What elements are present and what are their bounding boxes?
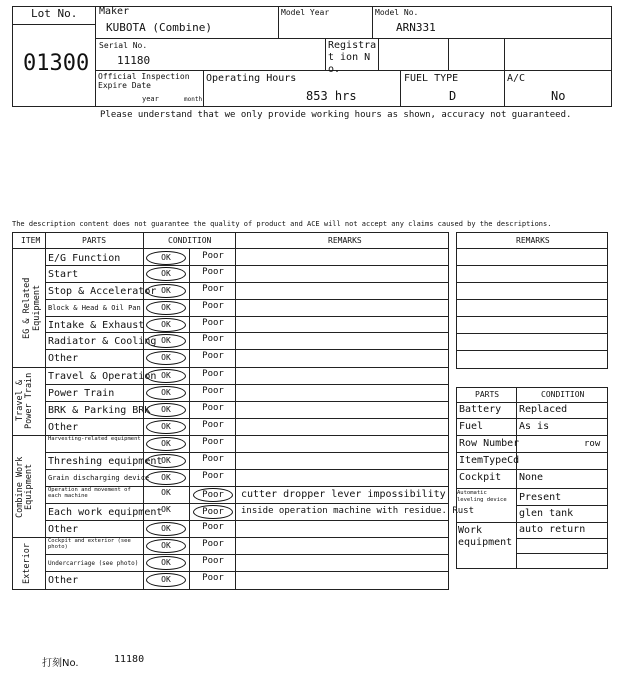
poor-mark: Poor [202,522,224,532]
ok-mark: OK [146,539,186,553]
ok-mark: OK [146,284,186,298]
row-part: Other [48,575,79,586]
work-equipment-label: Work equipment [458,525,513,548]
cockpit-label: Cockpit [459,472,502,483]
side-parts-header: PARTS [475,390,500,399]
side-remarks-header: REMARKS [516,236,550,245]
ok-mark: OK [146,471,186,485]
poor-mark: Poor [202,284,224,294]
side-condition-header: CONDITION [541,390,585,399]
auto-level-value: Present [519,492,562,503]
auto-level-label: Automatic leveling device [457,490,507,503]
item-type-label: ItemTypeCd [459,455,520,466]
lot-label: Lot No. [31,7,78,20]
ok-mark: OK [146,454,186,468]
row-part: Undercarriage (see photo) [48,560,139,567]
lot-box [12,6,96,107]
ok-mark: OK [146,556,186,570]
fuel-type-value: D [449,89,457,103]
poor-mark: Poor [193,488,233,502]
row-part: Grain discharging device [48,474,150,482]
ok-mark: OK [146,437,186,451]
poor-mark: Poor [202,318,224,328]
stamp-value: 11180 [114,654,145,665]
ok-mark: OK [146,522,186,536]
poor-mark: Poor [202,420,224,430]
condition-header: CONDITION [168,236,212,245]
model-year-label: Model Year [281,8,330,17]
battery-value: Replaced [519,404,568,415]
row-part: E/G Function [48,253,121,264]
poor-mark: Poor [202,301,224,311]
row-part: Power Train [48,388,115,399]
lot-number: 01300 [23,51,90,76]
poor-mark: Poor [202,437,224,447]
poor-mark: Poor [202,386,224,396]
poor-mark: Poor [202,556,224,566]
row-part: Stop & Accelerator [48,286,157,297]
stamp-label: 打刻No. [42,658,79,669]
model-no-value: ARN331 [396,21,436,34]
ok-mark: OK [146,351,186,365]
model-no-label: Model No. [375,8,419,17]
ok-mark: OK [161,488,171,497]
ok-mark: OK [146,301,186,315]
year-label: year [142,95,159,103]
serial-label: Serial No. [99,41,148,50]
ok-mark: OK [146,573,186,587]
disclaimer: The description content does not guarantee the quality of product and ACE will not accept any claims caused by the descriptions. [12,220,552,228]
battery-label: Battery [459,404,502,415]
ac-value: No [551,89,566,103]
poor-mark: Poor [202,454,224,464]
row-part: Operation and movement of each machine [48,487,131,499]
inspection-label: Official Inspection Expire Date [98,72,190,90]
row-part: Intake & Exhaust [48,320,145,331]
poor-mark: Poor [202,251,224,261]
fuel-value: As is [519,421,550,432]
ok-mark: OK [146,386,186,400]
group-label-exterior: Exterior [22,543,32,585]
ok-mark: OK [146,420,186,434]
row-part: Block & Head & Oil Pan [48,304,141,312]
maker-value: KUBOTA (Combine) [106,21,212,34]
poor-mark: Poor [202,471,224,481]
poor-mark: Poor [202,539,224,549]
poor-mark: Poor [202,403,224,413]
ok-mark: OK [146,318,186,332]
work-value-2: auto return [519,524,586,535]
row-remark: inside operation machine with residue. Rust [241,506,474,516]
maker-label: Maker [99,6,130,17]
operating-hours-label: Operating Hours [206,73,297,84]
poor-mark: Poor [202,334,224,344]
ok-mark: OK [146,334,186,348]
group-label-combine: Combine Work Equipment [15,456,34,518]
poor-mark: Poor [202,369,224,379]
poor-mark: Poor [193,505,233,519]
row-part: BRK & Parking BRK [48,405,151,416]
remarks-header: REMARKS [328,236,362,245]
poor-mark: Poor [202,267,224,277]
registration-label: Registrat ion No. [328,40,377,75]
row-part: Other [48,422,79,433]
poor-mark: Poor [202,351,224,361]
row-part: Other [48,524,79,535]
row-part: Travel & Operation [48,371,157,382]
ok-mark: OK [146,369,186,383]
hours-note: Please understand that we only provide working hours as shown, accuracy not guaranteed. [100,110,572,120]
ok-mark: OK [161,505,171,514]
month-label: month [184,96,203,103]
row-part: Radiator & Cooling [48,336,157,347]
fuel-type-label: FUEL TYPE [404,73,459,84]
row-part: Harvesting-related equipment [48,436,141,442]
serial-value: 11180 [117,54,151,67]
work-value-1: glen tank [519,508,574,519]
ok-mark: OK [146,403,186,417]
ac-label: A/C [507,73,526,84]
item-header: ITEM [21,236,41,245]
operating-hours-value: 853 hrs [306,89,357,103]
group-label-travel: Travel & Power Train [15,372,34,430]
poor-mark: Poor [202,573,224,583]
row-part: Cockpit and exterior (see photo) [48,538,131,550]
row-part: Threshing equipment [48,456,163,467]
row-part: Each work equipment [48,507,163,518]
fuel-label: Fuel [459,421,484,432]
ok-mark: OK [146,251,186,265]
ok-mark: OK [146,267,186,281]
row-remark: cutter dropper lever impossibility [241,489,446,500]
cockpit-value: None [519,472,544,483]
row-number-unit: row [584,439,601,449]
row-part: Other [48,353,79,364]
side-remarks-table [456,232,608,369]
parts-header: PARTS [82,236,107,245]
row-part: Start [48,269,79,280]
group-label-eg: EG & Related Equipment [22,277,42,339]
row-number-label: Row Number [459,438,520,449]
